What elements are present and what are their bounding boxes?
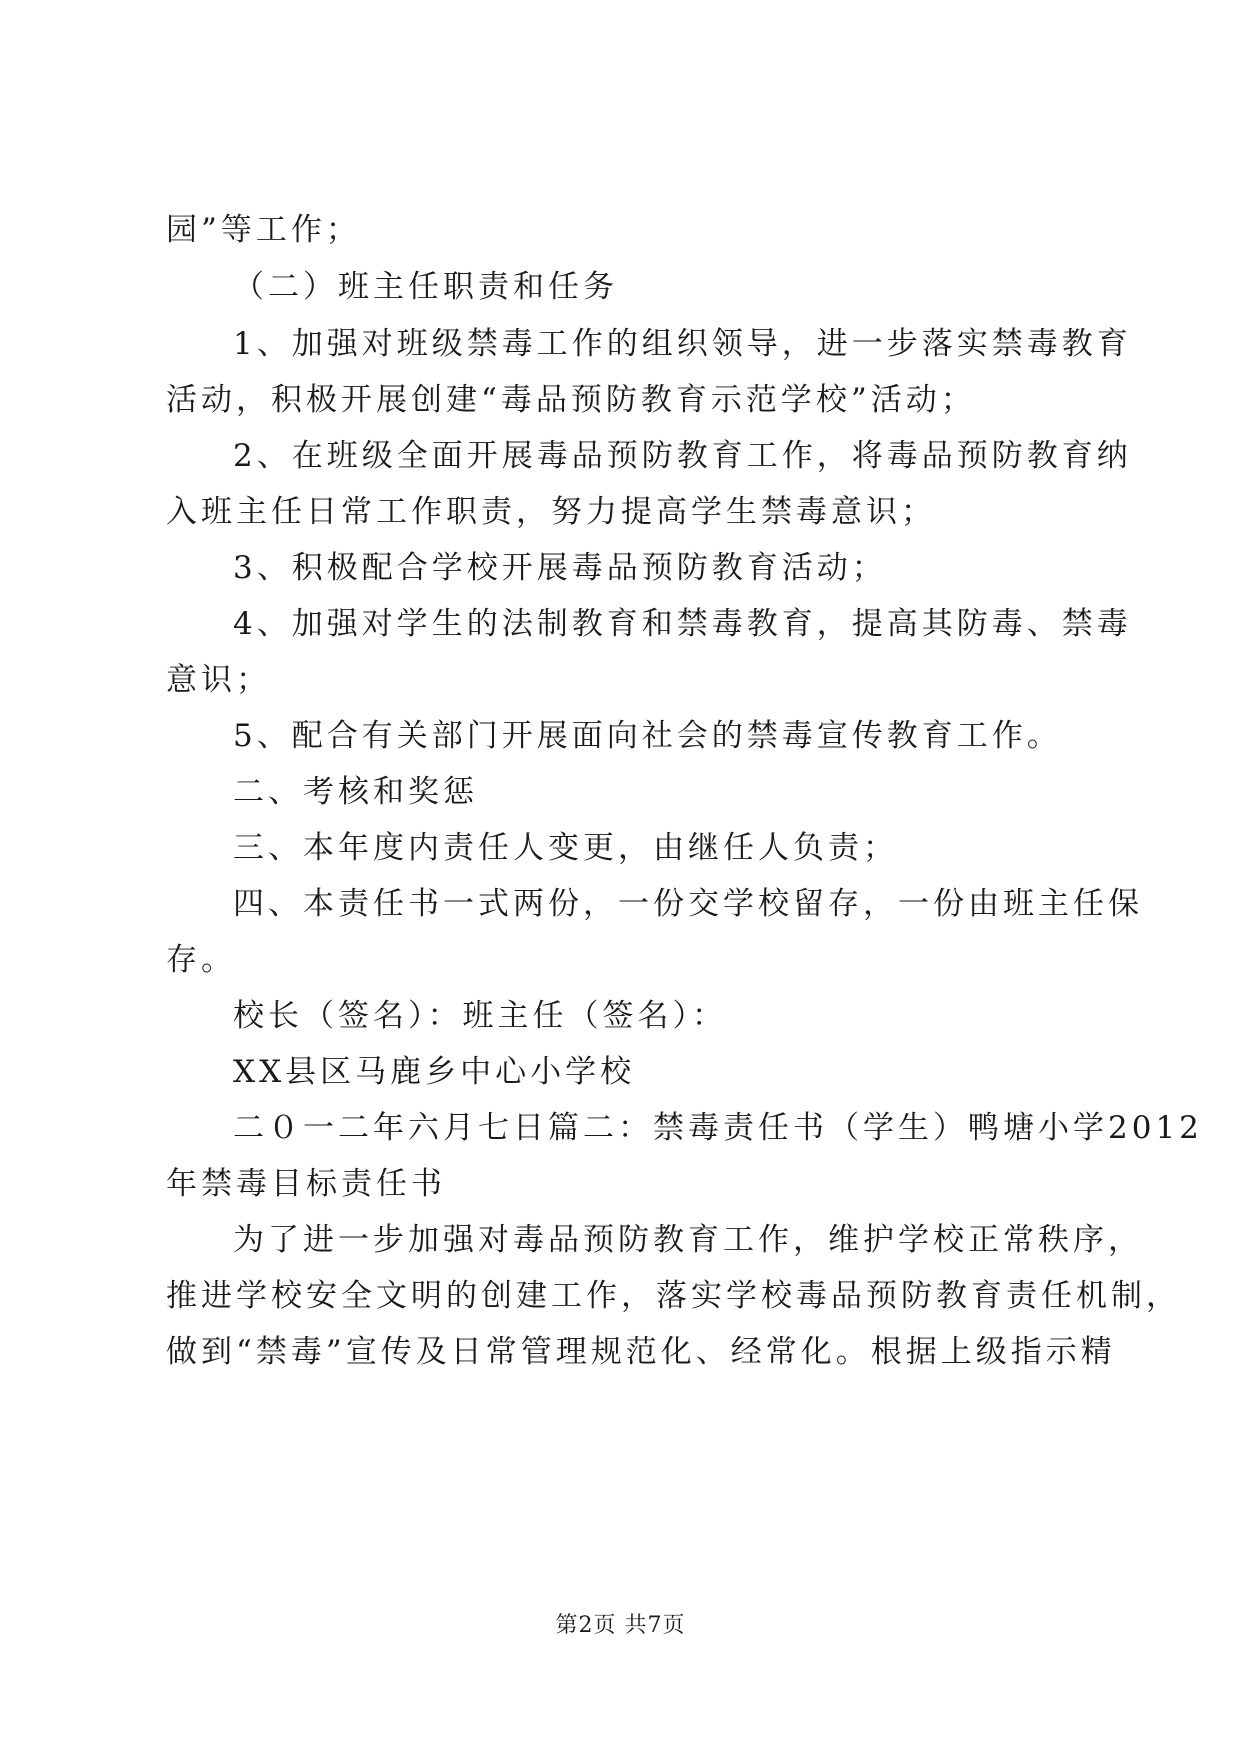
text-line: 活动，积极开展创建“毒品预防教育示范学校”活动； (166, 382, 976, 418)
text-line: 园”等工作； (166, 212, 361, 248)
section-heading: 二、考核和奖惩 (233, 774, 478, 810)
page-number-footer: 第2页 共7页 (555, 1613, 686, 1638)
text-line: 2、在班级全面开展毒品预防教育工作，将毒品预防教育纳 (233, 438, 1132, 474)
text-line: 为了进一步加强对毒品预防教育工作，维护学校正常秩序， (233, 1222, 1143, 1258)
text-line: 存。 (166, 942, 236, 978)
text-line: 推进学校安全文明的创建工作，落实学校毒品预防教育责任机制， (166, 1278, 1181, 1314)
text-line: 5、配合有关部门开展面向社会的禁毒宣传教育工作。 (233, 718, 1062, 754)
text-line: 二０一二年六月七日篇二：禁毒责任书（学生）鸭塘小学2012 (233, 1110, 1203, 1146)
text-line: 三、本年度内责任人变更，由继任人负责； (233, 830, 898, 866)
text-line: 4、加强对学生的法制教育和禁毒教育，提高其防毒、禁毒 (233, 606, 1132, 642)
text-line: 入班主任日常工作职责，努力提高学生禁毒意识； (166, 494, 936, 530)
text-line: 做到“禁毒”宣传及日常管理规范化、经常化。根据上级指示精 (166, 1334, 1116, 1370)
signature-line: 校长（签名）：班主任（签名）： (233, 998, 727, 1034)
text-line: 年禁毒目标责任书 (166, 1166, 446, 1202)
text-line: 意识； (166, 662, 271, 698)
text-line: 3、积极配合学校开展毒品预防教育活动； (233, 550, 887, 586)
text-line: 1、加强对班级禁毒工作的组织领导，进一步落实禁毒教育 (233, 326, 1132, 362)
school-name: XX县区马鹿乡中心小学校 (233, 1054, 636, 1090)
section-heading: （二）班主任职责和任务 (233, 269, 618, 305)
text-line: 四、本责任书一式两份，一份交学校留存，一份由班主任保 (233, 886, 1143, 922)
